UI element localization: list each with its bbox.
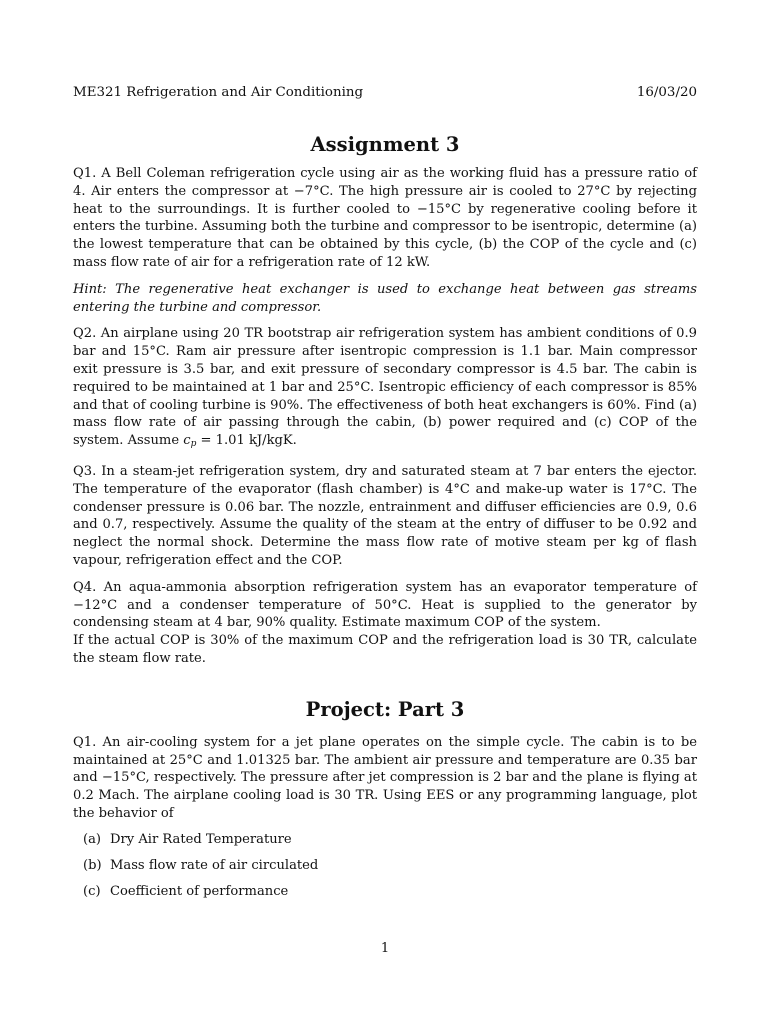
page-content — [73, 133, 697, 910]
project-plot-list — [73, 831, 697, 901]
assignment-question-2 — [73, 325, 697, 454]
page-number: 1 — [380, 941, 390, 956]
assignment-question-4-followup: If the actual COP is 30% of the maximum COP and the refrigeration load is 30 TR, calculate the steam flow rate. — [73, 633, 697, 666]
cp-value: = 1.01 kJ/kgK. — [196, 433, 297, 449]
list-item-text: Dry Air Rated Temperature — [110, 831, 292, 847]
list-item — [73, 883, 697, 901]
document-page — [73, 0, 697, 1024]
assignment-question-3: Q3. In a steam-jet refrigeration system, dry and saturated steam at 7 bar enters the ejector. The temperature of the evaporator (flash chamber) is 4°C and make-up water is 17°C. The condenser pressure is 0.06 bar. The nozzle, entrainment and diffuser efficiencies are 0.9, 0.6 and 0.7, respectively. Assume the quality of the steam at the entry of diffuser to be 0.92 and neglect the normal shock. Determine the mass flow rate of motive steam per kg of flash vapour, refrigeration effect and the COP. — [73, 463, 697, 568]
assignment-question-1: Q1. A Bell Coleman refrigeration cycle using air as the working fluid has a pressure ratio of 4. Air enters the compressor at −7°C. The high pressure air is cooled to 27°C by rejecting heat to the surroundings. It is further cooled to −15°C by regenerative cooling before it enters the turbine. Assuming both the turbine and compressor to be isentropic, determine (a) the lowest temperature that can be obtained by this cycle, (b) the COP of the cycle and (c) mass flow rate of air for a refrigeration rate of 12 kW. — [73, 166, 697, 270]
question-2-text: Q2. An airplane using 20 TR bootstrap air refrigeration system has ambient conditions of 0.9 bar and 15°C. Ram air pressure after isentropic compression is 1.1 bar. Main compressor exit pressure is 3.5 bar, and exit pressure of secondary compressor is 4.5 bar. The cabin is required to be maintained at 1 bar and 25°C. Isentropic efficiency of each compressor is 85% and that of cooling turbine is 90%. The effectiveness of both heat exchangers is 60%. Find (a) mass flow rate of air passing through the cabin, (b) power required and (c) COP of the system. Assume — [73, 326, 697, 449]
cp-symbol: $c_p$ — [183, 433, 197, 450]
list-item-marker: (b) — [83, 858, 102, 873]
list-item-marker: (c) — [83, 884, 101, 900]
page-header — [73, 84, 697, 102]
project-title: Project: Part 3 — [305, 697, 465, 721]
list-item — [73, 831, 697, 849]
project-question-1: Q1. An air-cooling system for a jet plane operates on the simple cycle. The cabin is to be maintained at 25°C and 1.01325 bar. The ambient air pressure and temperature are 0.35 bar and −15°C, respectively. The pressure after jet compression is 2 bar and the plane is flying at 0.2 Mach. The airplane cooling load is 30 TR. Using EES or any programming language, plot the behavior of — [73, 734, 697, 821]
assignment-title: Assignment 3 — [310, 133, 460, 156]
list-item-text: Coefficient of performance — [110, 884, 289, 900]
document-date: 16/03/20 — [636, 85, 697, 100]
assignment-hint: Hint: The regenerative heat exchanger is used to exchange heat between gas streams entering the turbine and compressor. — [73, 281, 697, 315]
list-item — [73, 857, 697, 875]
list-item-text: Mass flow rate of air circulated — [110, 858, 319, 873]
course-title: ME321 Refrigeration and Air Conditioning — [73, 85, 364, 100]
list-item-marker: (a) — [83, 831, 102, 847]
assignment-question-4: Q4. An aqua-ammonia absorption refrigeration system has an evaporator temperature of −12°C and a condenser temperature of 50°C. Heat is supplied to the generator by condensing steam at 4 bar, 90% quality. Estimate maximum COP of the system. — [73, 579, 697, 631]
